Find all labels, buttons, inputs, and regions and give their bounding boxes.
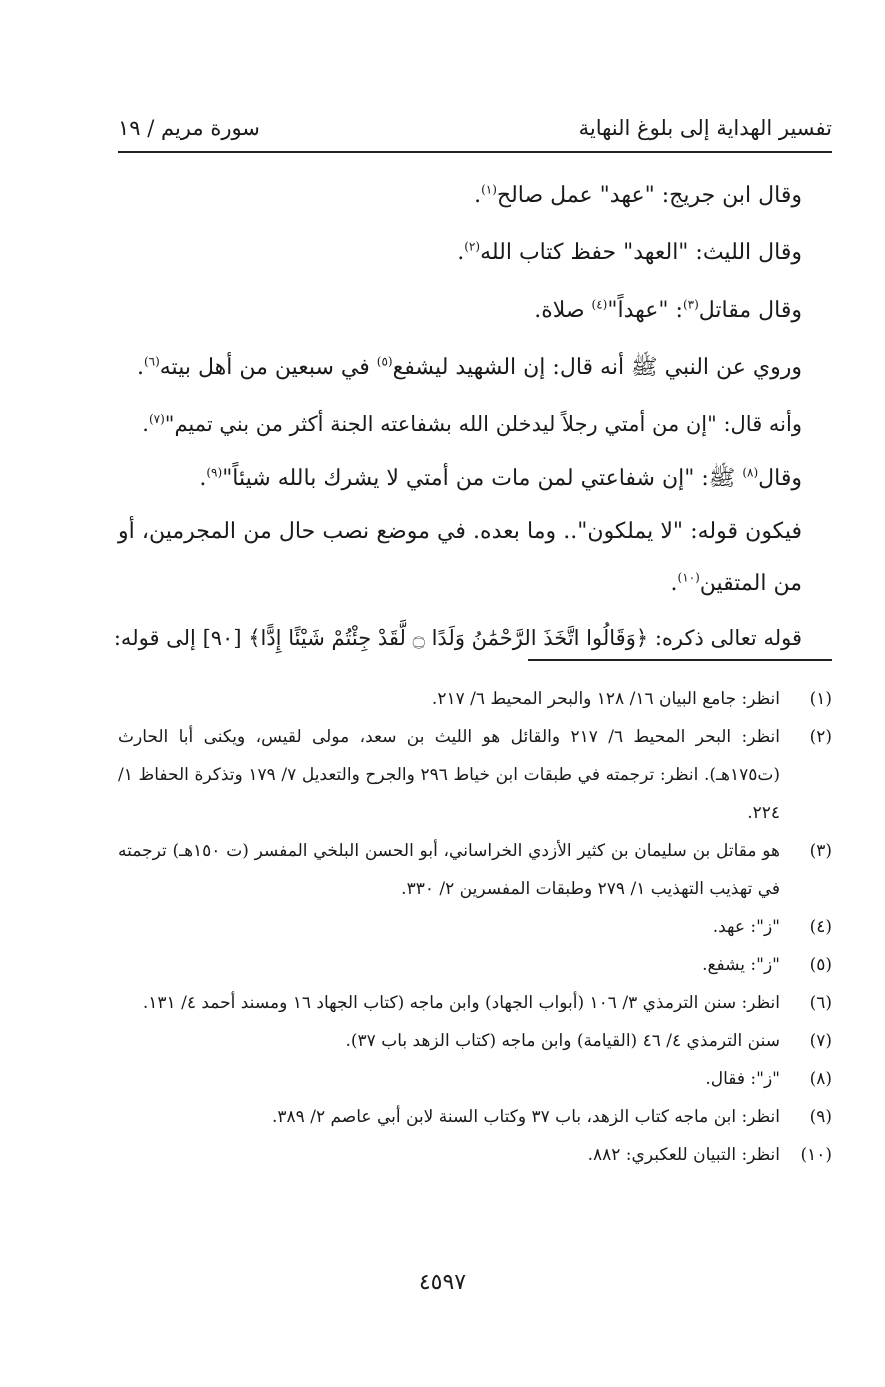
header-rule [118,151,832,153]
footnote-number: (١) [809,689,832,709]
footnote-number: (٩) [809,1107,832,1127]
body-paragraph: فيكون قوله: "لا يملكون".. وما بعده. في موضع نصب حال من المجرمين، أو من المتقين$^{(١٠)}$. [118,519,802,596]
footnote-number: (٧) [809,1031,832,1051]
footnote-separator [528,659,832,661]
body-paragraph: وقال مقاتل$^{(٣)}$: "عهداً"$^{(٤)}$ صلاة. [534,297,802,323]
footnote: (٨) "ز": فقال. [118,1060,832,1098]
footnote-marker: (٣) [682,297,699,312]
body-paragraph: وأنه قال: "إن من أمتي رجلاً ليدخلن الله بشفاعته الجنة أكثر من بني تميم"$^{(٧)}$. [142,412,802,436]
footnote-marker: (٤) [591,297,608,312]
body-paragraph: وروي عن النبي ﷺ أنه قال: إن الشهيد ليشفع$^{(٥)}$ في سبعين من أهل بيته$^{(٦)}$. [136,354,802,380]
footnote: (٦) انظر: سنن الترمذي ٣/ ١٠٦ (أبواب الجهاد) وابن ماجه (كتاب الجهاد ١٦ ومسند أحمد ٤/ ١٣١. [118,984,832,1022]
footnote-marker: (٥) [376,354,393,369]
footnote: (١) انظر: جامع البيان ١٦/ ١٢٨ والبحر المحيط ٦/ ٢١٧. [118,680,832,718]
footnote-marker: (٦) [143,354,160,369]
running-header [118,110,832,150]
footnote-marker: (٧) [148,412,165,426]
footnote-marker: (٢) [464,239,481,254]
footnote: (٩) انظر: ابن ماجه كتاب الزهد، باب ٣٧ وكتاب السنة لابن أبي عاصم ٢/ ٣٨٩. [118,1098,832,1136]
footnote: (٢) انظر: البحر المحيط ٦/ ٢١٧ والقائل هو الليث بن سعد، مولى لقيس، ويكنى أبا الحارث (ت١٧٥هـ). انظر: ترجمته في طبقات ابن خياط ٢٩٦ والجرح والتعديل ٧/ ١٧٩ وتذكرة الحفاظ ١/ ٢٢٤. [118,718,832,832]
footnote-marker: (١) [481,182,497,197]
page-number: ٤٥٩٧ [418,1270,467,1295]
quran-verse-paragraph: قوله تعالى ذكره: ﴿وَقَالُوا اتَّخَذَ الرَّحْمَٰنُ وَلَدًا ۝ لَّقَدْ جِئْتُمْ شَيْئًا إِدًّا﴾ [٩٠] إلى قوله: [113,626,802,650]
footnote: (٣) هو مقاتل بن سليمان بن كثير الأزدي الخراساني، أبو الحسن البلخي المفسر (ت ١٥٠هـ) ترجمته في تهذيب التهذيب ١/ ٢٧٩ وطبقات المفسرين ٢/ ٣٣٠. [118,832,832,908]
footnote: (٧) سنن الترمذي ٤/ ٤٦ (القيامة) وابن ماجه (كتاب الزهد باب ٣٧). [118,1022,832,1060]
footnote-marker: (٨) [742,465,759,480]
footnote-number: (٤) [809,917,832,937]
main-text [113,168,832,666]
body-paragraph: وقال$^{(٨)}$ ﷺ: "إن شفاعتي لمن مات من أمتي لا يشرك بالله شيئاً"$^{(٩)}$. [199,465,802,491]
body-paragraph: وقال ابن جريج: "عهد" عمل صالح$^{(١)}$. [474,182,802,208]
footnote-marker: (٩) [206,465,223,480]
footnote: (١٠) انظر: التبيان للعكبري: ٨٨٢. [118,1136,832,1174]
footnote-number: (٢) [809,727,832,747]
book-title: تفسير الهداية إلى بلوغ النهاية [578,116,832,140]
surah-label: سورة مريم / ١٩ [118,116,260,140]
footnote: (٥) "ز": يشفع. [118,946,832,984]
body-paragraph: وقال الليث: "العهد" حفظ كتاب الله$^{(٢)}$. [457,239,802,265]
footnote-number: (٣) [809,841,832,861]
footnotes [118,680,832,1174]
footnote-number: (٨) [809,1069,832,1089]
footnote-number: (١٠) [800,1145,832,1165]
footnote-number: (٦) [809,993,832,1013]
footnote-number: (٥) [809,955,832,975]
footnote: (٤) "ز": عهد. [118,908,832,946]
footnote-marker: (١٠) [677,570,700,585]
